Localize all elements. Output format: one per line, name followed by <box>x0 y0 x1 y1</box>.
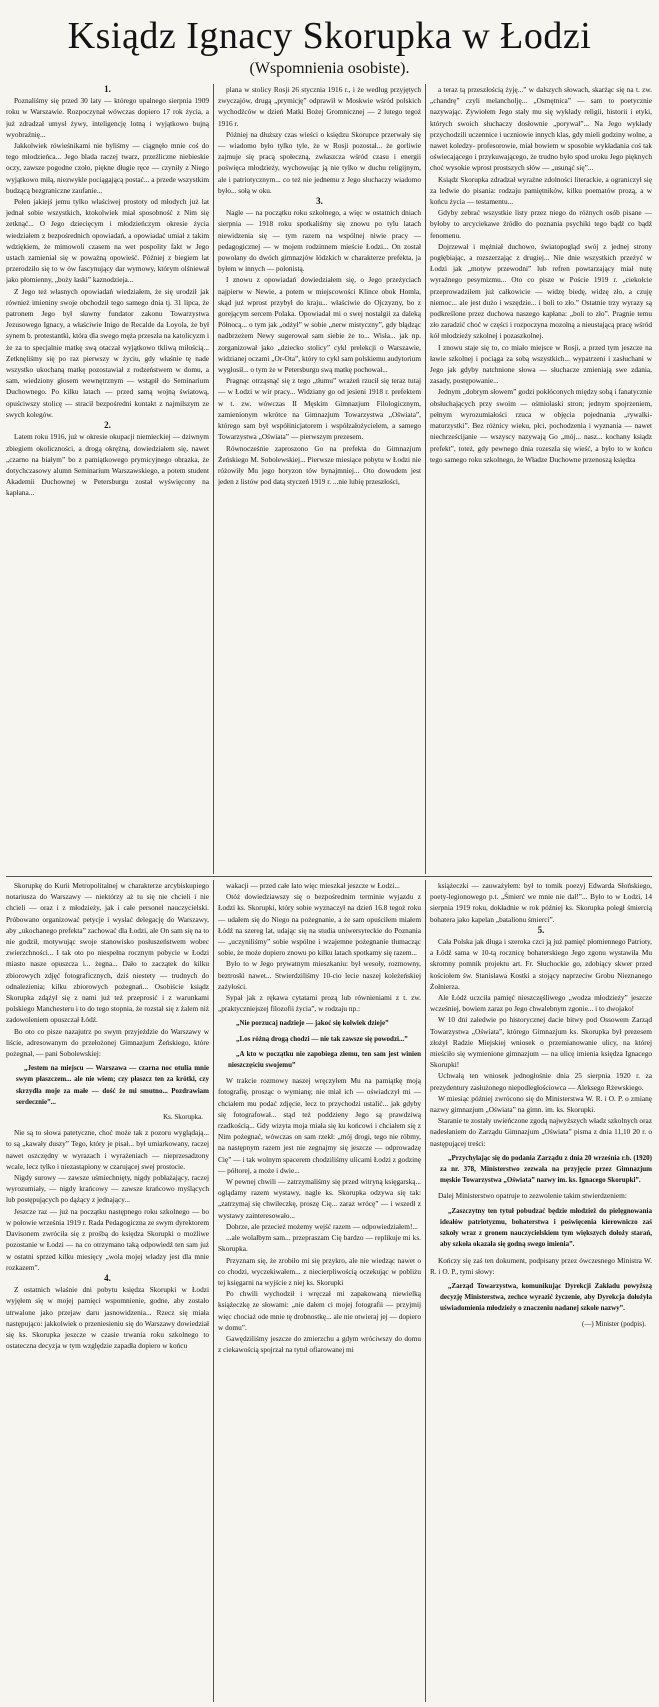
article-title: Ksiądz Ignacy Skorupka w Łodzi <box>67 15 592 57</box>
paragraph: I znowu z opowiadań dowiedziałem się, o Jego przeżyciach najpierw w Newie, a potem w miejscowości Klince obok Homla, skąd już wprost przybył do kraju... właściwie do Ojczyzny, bo z gorejącym sercem Polaka. Opowiadał mi o swej nostalgii za daleką Północą... o tym jak „odżył” w sobie „nerw mistyczny”, gdy błądząc nadbrzeżem Newy sugerował sam siebie że to... Wisła... jak np. zorganizował jako „dziecko stolicy” cykl prelekcji o Warszawie, widzianej oczami „Or-Ota”, który to cykl sam polskiemu audytorium wygłosił... o tym że w Petersburgu swą matkę pochował... <box>218 275 421 375</box>
paragraph: Pragnąc otrząsnąć się z tego „tłumu” wrażeń rzucił się teraz tutaj — w Łodzi w wir pracy... Widziany go od jesieni 1918 r. prefektem w t. zw. wówczas II Męskim Gimnazjum Filologicznym, zamienionym wkrótce na Gimnazjum Towarzystwa „Oświata”, którego sam był współinicjatorem i współzałożycielem, a samego Towarzystwa „Oświata” — pierwszym prezesem. <box>218 376 421 442</box>
column-divider <box>425 84 426 874</box>
paragraph: Staranie te zostały uwieńczone zgodą najwyższych władz szkolnych oraz nadesłaniem do Zarządu Gimnazjum „Oświata” pisma z dnia 11,10 20 r. o następującej treści: <box>430 1116 652 1148</box>
column-divider <box>425 880 426 1702</box>
paragraph: Dobrze, ale przecież możemy wejść razem — odpowiedziałem!... <box>226 1221 418 1231</box>
paragraph: Gdyby zebrać wszystkie listy przez niego do różnych osób pisane — byłoby to arcyciekawe źródło do poznania psychiki tego bądź co bądź fenomenu. <box>430 208 652 240</box>
paragraph: Ale Łódź uczciła pamięć nieszczęśliwego „wodza młodzieży” jeszcze wcześniej, bowiem zaraz po Jego chwalebnym zgonie... i to dwojako! <box>430 993 652 1014</box>
paragraph: W miesiąc później zwrócono się do Ministerstwa W. R. i O. P. o zmianę nazwy gimnazjum „Oświata” na gimn. im. ks. Skorupki. <box>430 1093 652 1115</box>
paragraph: a teraz tą przeszłością żyję...” w dalszych słowach, skarżąc się na t. zw. „chandrę” czyli melancholję... „Osmętnica” — sam to poetycznie nazywając. Zywiołem Jego stały mu się wykłady religii, historii i etyki, których swoich słuchaczy dosłownie „porywał”... Na Jego wykłady przychodzili uczennice i uczniowie innych klas, gdy mieli godziny wolne, a nawet koledzy- profesorowie, miał bowiem w sposobie wykładania coś tak oświecającego i przykuwającego, że trudno było spod uroku Jego pięknych choć wysokie wprost prostszych słów — „usunąć się”... <box>430 85 652 173</box>
paragraph: Skorupkę do Kurii Metropolitalnej w charakterze arcybiskupiego notariusza do Warszawy — niektórzy aż tu się nie chcieli i nie chcieli — oraz i z młodzieży, jak i całe personel nauczycielski. Próbowano organizować petycje i wysłać delegację do Warszawy, aby „ukochanego prefekta” zachować dla Łodzi, ale On sam się na to nie godził, motywując swoje stanowisko posłuszeństwem wobec zwierzchności... I tak oto po niespełna rocznym pobycie w Łodzi miasto nasze opuszcza i... żegna... Dało to zaczątek do kilku zbiorowych zdjęć fotograficznych, dziś niestety — trudnych do odnalezienia; kilku zbiorowych pożegnań... Osobiście ksiądz Skorupka zdążył się z nami już też przeprosić i z warunkami polskiego Manchesteru i to do tego stopnia, że rozstał się z żalem niż zadowoleniem opuszczał Łódź. <box>6 881 209 1025</box>
paragraph: Ksiądz Skorupka zdradzał wyraźne zdolności literackie, a ograniczył się za ledwie do pisania: rodzaju pamiętników, kilku poematów prozą, a w końcu życia — testamentu... <box>430 174 652 207</box>
column-1 <box>6 84 209 874</box>
section-divider <box>6 876 652 877</box>
paragraph: Poznaliśmy się przed 30 laty — którego upalnego sierpnia 1909 roku w Warszawie. Rozpoczynał wówczas dopiero 17 rok życia, a już zdradzał umysł żywy, inteligencję lotną i wyjątkowo bujną wyobraźnię... <box>6 96 209 139</box>
paragraph: ...ale wolałbym sam... przepraszam Cię bardzo — replikuje mi ks. Skorupka. <box>218 1233 421 1254</box>
section-number: 1. <box>104 84 111 94</box>
signature: Ks. Skorupka. <box>163 1113 203 1122</box>
document-quote: „Zaszczytny ten tytuł pobudzać będzie młodzież do pielęgnowania ideałów patriotyzmu, bohaterstwa i poświęcenia kierowniczo zaś szkoły wraz z gronem nauczycielskiem tym większych dołoży starań, aby szkoła okazała się godną swego imienia”. <box>440 1206 652 1249</box>
paragraph: Gawędziliśmy jeszcze do zmierzchu a gdym wróciwszy do domu z ciekawością spojrzał na tytuł ofiarowanej mi <box>218 1333 421 1355</box>
verse-quote: „Los różną drogą chodzi — nie tak zawsze się powodzi...” <box>236 1034 408 1043</box>
paragraph: Z ostatnich właśnie dni pobytu księdza Skorupki w Łodzi wyjęłem się w mojej pamięci wspomnienie, godne, aby zostało utrwalone jako przejaw daru jasnowidzenia... Rzecz się miała następująco: jakkolwiek o przeniesieniu się do Warszawy dowiedział się ks. Skorupka jeszcze w czasie trwania roku szkolnego to ostateczna decyzja w tym względzie zapadła dopiero w końcu <box>6 1285 209 1351</box>
paragraph: Latem roku 1916, już w okresie okupacji niemieckiej — dziwnym zbiegiem okoliczności, a drogą okrężną, dowiedziałem się, nawet „czarno na białym” bo z pamiątkowego prymicyjnego obrazka, że dotychczasowy alumn Seminarium Warszawskiego, a potem student Akademii Duchownej w Petersburgu został wyświęcony na kapłana... <box>6 432 209 498</box>
column-3 <box>430 84 652 874</box>
paragraph: Nigdy surowy — zawsze uśmiechnięty, nigdy pobłażający, raczej wyrozumiały, — nigdy krańcowy — zawsze krańcowo myślących lub postępujących po dążący z jednający... <box>6 1173 209 1205</box>
paragraph: Z Jego też własnych opowiadań wiedziałem, że się urodził jak również imieniny swoje obchodził tego samego dnia tj. 31 lipca, że patronem Jego był sławny fundator zakonu Towarzystwa Jezusowego Ignacy, a właściwie Inigo de Recalde da Loyola, że był synem b. protestantki, która dla swego męża przeszła na katolicyzm i że za to specjalnie matkę swą otaczał wyjątkowo tkliwą miłością... Zetknęliśmy się po raz pierwszy w życiu, gdy właśnie tę nade wszystko ukochaną matkę pozostawiał z rodzeństwem w domu, a sam, wiedziony głosem wewnętrznym — wstąpił do Seminarium Duchownego. Po kilku latach — przed samą wojną światową, opuściwszy stolicę — stracił bezpośredni kontakt z najmilszym ze swych kolegów. <box>6 286 209 419</box>
paragraph: Sypał jak z rękawa cytatami prozą lub równieniami z t. zw. „praktyczniejszej filozofii życia”, w rodzaju np.: <box>218 993 421 1014</box>
verse-quote: „A kto w początku nie zapobiega złemu, ten sam jest winien nieszczęściu swojemu” <box>228 1049 421 1070</box>
section-number: 4. <box>104 1272 111 1283</box>
paragraph: Dalej Ministerstwo opatruje to zezwolenie takim stwierdzeniem: <box>438 1191 627 1201</box>
article-subtitle: (Wspomnienia osobiste). <box>249 60 410 77</box>
paragraph: Pełen jakiejś jemu tylko właściwej prostoty od młodych już lat jednał sobie wszystkich, ktokolwiek miał sposobność z Nim się zetknąć... O Jego dziecięcym i młodzieńczym okresie życia wiedziałem z bezpośrednich opowiadań, a opowiadać umiał z takim wdziękiem, że mimowoli czasem na wet pospolity fakt w Jego ustach zamieniał się w poważną opowieść. Później z biegiem lat przerodziło się to w ów fascynujący dar wymowy, którym olśniewał jako płomienny, „boży łaski” kaznodzieja... <box>6 197 209 285</box>
paragraph: Nagle — na początku roku szkolnego, a więc w ostatnich dniach sierpnia — 1918 roku spotkaliśmy się znowu po tylu latach niewidzenia się — tym razem na wspólnej niwie pracy — pedagogicznej — w mojem rodzinnem mieście Łodzi... On został powołany do dwóch gimnazjów łódzkich w charakterze prefekta, ja byłem w innych — polonistą. <box>218 208 421 274</box>
section-number: 2. <box>104 420 111 431</box>
column-2 <box>218 84 421 874</box>
section-number: 3. <box>316 196 323 207</box>
signature: (—) Minister (podpis). <box>582 1319 646 1328</box>
paragraph: Równocześnie zaproszono Go na prefekta do Gimnazjum Żeńskiego M. Sobolewskiej... Pierwsze miesiące pobytu w Łodzi nie różowiły Mu jego horyzon tów bynajmniej... Oto dowodem jest jeden z listów pod datą styczeń 1919 r. ...nie lubię przeszłości, <box>218 443 421 487</box>
paragraph: Było to w Jego prywatnym mieszkaniu: był wesoły, rozmowny, beztroski nawet... Stwierdziliśmy 10-cio lecie naszej koleżeńskiej zażyłości. <box>218 959 421 991</box>
paragraph: wakacji — przed całe lato więc mieszkał jeszcze w Łodzi... <box>226 881 400 890</box>
paragraph: Przyznam się, że zrobiło mi się przykro, ale nie wiedząc nawet o co chodzi, wyczekiwałem... z niecierpliwością oczekując w pobliżu tej księgarni na wyjście z niej ks. Skorupki <box>218 1255 421 1287</box>
column-6 <box>430 880 652 1702</box>
paragraph: Jednym „dobrym słowem” godzi pokłóconych między sobą i fanatycznie obsłuchających przy swoim — ośmiolaski stron; jednym spojrzeniem, pełnym wyrozumiałości rzuca w objęcia pojednania „rywalki- maturzystki”. Bez różnicy wieku, płci, pochodzenia i wyznania — nawet niechrześcijanie — wszyscy nazywają Go „mój... nasz... kochany ksiądz prefekt”, toteż, gdy pewnego dnia rozeszła się wieść, a było to w końcu tego samego roku szkolnego, że Władze Duchowne przenoszą księdza <box>430 387 652 464</box>
paragraph: Uchwałą ten wniosek jednogłośnie dnia 25 sierpnia 1920 r. za prezydentury zasłużonego niepodległościowca — Aleksego Rżewskiego. <box>430 1071 652 1092</box>
section-number: 5. <box>537 924 545 935</box>
paragraph: plana w stolicy Rosji 26 stycznia 1916 r., i że według przyjętych zwyczajów, drugą „prymicję” odprawił w Moskwie wśród polskich wychodźców w dzień Matki Bożej Gromnicznej — 2 lutego tegoż 1916 r. <box>218 85 421 128</box>
column-divider <box>213 880 214 1702</box>
paragraph: I znowu staje się to, co miało miejsce w Rosji, a przed tym jeszcze na ławie szkolnej i pociąga za sobą wszystkich... wypatrzeni i zasłuchani w Jego jak gdyby natchnione słowa — słuchacze zmieniają swe zdania, zasady, postępowanie... <box>430 342 652 386</box>
column-4 <box>6 880 209 1702</box>
letter-quote: „Jestem na miejscu — Warszawa — czarna noc otulia mnie swym płaszczem... ale nie wiem; czy płaszcz ten za krótki, czy skrzydła moje za małe — dość że mi smutno... Pozdrawiam serdecznie”... <box>16 1064 209 1106</box>
paragraph: Po chwili wychodził i wręczał mi zapakowaną niewielką książeczkę ze słowami: „nie dałem ci mojej fotografii — przyjmij więc chociaż ode mnie tę drobnostkę... ale nie otwieraj jej — dopiero w domu”. <box>218 1289 421 1332</box>
paragraph: Jeszcze raz — już na początku następnego roku szkolnego — bo w połowie września 1919 r. Rada Pedagogiczna ze swym dyrektorem Davisonem zwróciła się z prośbą do księdza Skorupki o możliwe pozostanie w Łodzi — na co otrzymano taką odpowiedź ten sam już w ostatni sprzed kilku miesięcy „wola mojej władzy jest dla mnie rozkazem”. <box>6 1206 209 1272</box>
column-divider <box>213 84 214 874</box>
paragraph: książeczki — zauważyłem: był to tomik poezyj Edwarda Słońskiego, poety-legionowego p.t. „Śmierć we mnie nie dał!”... Było to w Łodzi, 14 sierpnia 1919 roku, dokładnie w rok później ks. Skorupka poległ śmiercią bohatera jako kapelan „batalionu śmierci”. <box>430 881 652 924</box>
paragraph: Cała Polska jak długa i szeroka czci ją już pamięć płomiennego Patrioty, a Łódź sama w 10-tą rocznicę bohaterskiego Jego zgonu wystawiła Mu skromny pomnik projektu art. Fr. Słuchockie go, zdobiący skwer przed kościołem św. Stanisława Kostki a stojący naprzeciw Grobu Nieznanego Żołnierza. <box>430 937 652 991</box>
paragraph: Dojrzewał i mężniał duchowo, światopogląd swój z jednej strony pogłębiając, a rozszerzając z drugiej... Nie dnie wszystkich przeżyć w Łodzi jak „motyw przewodni” lub refren powtarzający miał nutę wyraźnego pesymizmu... Oto co pisze w Poście 1919 r. „ciekołcie przeprowadziłem już całkowicie — widzę biedę, widzę zło, a czuję niemoc... ale jest dużo i wszędzie... i boli to zło.” Ostatnie trzy wyrazy są podkreślone przez duchowa naszego kapłana: „boli to zło”. Pragnie temu zło zaradzić choć w części i rozpoczyna mozolną a nieustającą pracę wśród kół młodzieży szkolnej i pozaszkolnej. <box>430 241 652 341</box>
verse-quote: „Nie porzucaj nadzieje — jakoć się kolwiek dzieje” <box>236 1019 389 1028</box>
document-quote: „Zarząd Towarzystwa, komunikując Dyrekcji Zakładu powyższą decyzję Ministerstwa, zechce wyrazić życzenie, aby Dyrekcja dołożyła uświadomienia młodzieży o znaczeniu nadanej szkole nazwy”. <box>440 1281 652 1313</box>
paragraph: Jakkolwiek rówieśnikami nie byliśmy — ciągnęło mnie coś do tego młodzieńca... Jego blada raczej twarz, przeźliczne niebieskie oczy, zawsze pogodne czoło, piękne długie ręce — czyniły z Niego wyjątkowo miłą, niezwykle pociągającą postać... a przede wszystkim budzącą bezgraniczne zaufanie... <box>6 141 209 195</box>
paragraph: Bo oto co pisze nazajutrz po swym przyjeździe do Warszawy w liście, adresowanym do przełożonej Gimnazjum Żeńskiego, które pożegnał, — pani Sobolewskiej: <box>6 1026 209 1059</box>
paragraph: W pewnej chwili — zatrzymaliśmy się przed witryną księgarską... oglądamy razem wystawy, nagle ks. Skorupka odzywa się tak: „zatrzymaj się chwileczkę, proszę Cię... zaraz wrócę” — i wszedł z wystawy zainteresowało... <box>218 1177 421 1220</box>
paragraph: Otóż dowiedziawszy się o bezpośrednim terminie wyjazdu z Łodzi ks. Skorupki, który sobie wyznaczył na dzień 16.8 tegoż roku — udałem się do Niego na pożegnanie, a że sam opuściłem miałem Łódź na szereg lat, udając się na studia uniwersyteckie do Poznania — „uczyniliśmy” sobie wspólne i wzajemne pożegnanie tłumacząc sobie, że może dopiero znowu po kilku latach spotkamy się razem... <box>218 892 421 958</box>
paragraph: Nie są to słowa patetyczne, choć może tak z pozoru wyglądają... to są „kawały duszy” Tego, który je pisał... był umiarkowany, raczej nawet oszczędny w wyrazach i wyrażeniach — nieprzesadzony wcale, lecz tylko i niezastąpiony w czarującej swej prostocie. <box>6 1128 209 1171</box>
column-5 <box>218 880 421 1702</box>
paragraph: W trakcie rozmowy naszej wręczyłem Mu na pamiątkę moją fotografię, prosząc o wymianę; nie miał ich — oświadczył mi — chciałem mu podać zdjęcie, lecz to przychodzi ustalić... jak gdyby się fotografował... stąd też poddzieny Jego są prawdziwą rzadkością... Gdy wizyta moja miała się ku końcowi i chciałem się z Nim pożegnać, wówczas on sam rzekł: „mój drogi, tego nie róbmy, na następnym razem jest nie zegnajmy się jeszcze — odprowadzę Cię” — i tak wolnym spacerem chodziliśmy ulicami Łodzi z godzinę — półtorej, a może i dwie... <box>218 1076 421 1175</box>
paragraph: Później na dłuższy czas wieści o księdzu Skorupce przerwały się — wiadomo było tylko tyle, że w Rosji pozostał... że gorliwie zajmuje się pracą społeczną, zwłaszcza wśród czasu i energii poświęca młodzieży, wychowując ją nie tylko w duchu religijnym, ale i patriotycznym... co też nie jednemu z Jego słuchaczy wiadomo było... sołą w oku. <box>218 129 421 195</box>
document-quote: „Przychylając się do podania Zarządu z dnia 20 września r.b. (1920) za nr. 378, Ministerstwo zezwala na przyjęcie przez Gimnazjum męskie Towarzystwa „Oświata” nazwy im. ks. Ignacego Skorupki”. <box>440 1153 652 1185</box>
paragraph: W 10 dni zaledwie po historycznej dacie bitwy pod Ossowem Zarząd Towarzystwa „Oświata”, którego Gimnazjum ks. Skorupka był prezesem złożył Radzie Miejskiej wniosek o przemianowanie ulicy, na której mieściło się wymienione gimnazjum — na ulicę imienia księdza Ignacego Skorupki! <box>430 1015 652 1070</box>
paragraph: Kończy się zaś ten dokument, podpisany przez ówczesnego Ministra W. R. i O. P., tymi słowy: <box>430 1255 652 1276</box>
